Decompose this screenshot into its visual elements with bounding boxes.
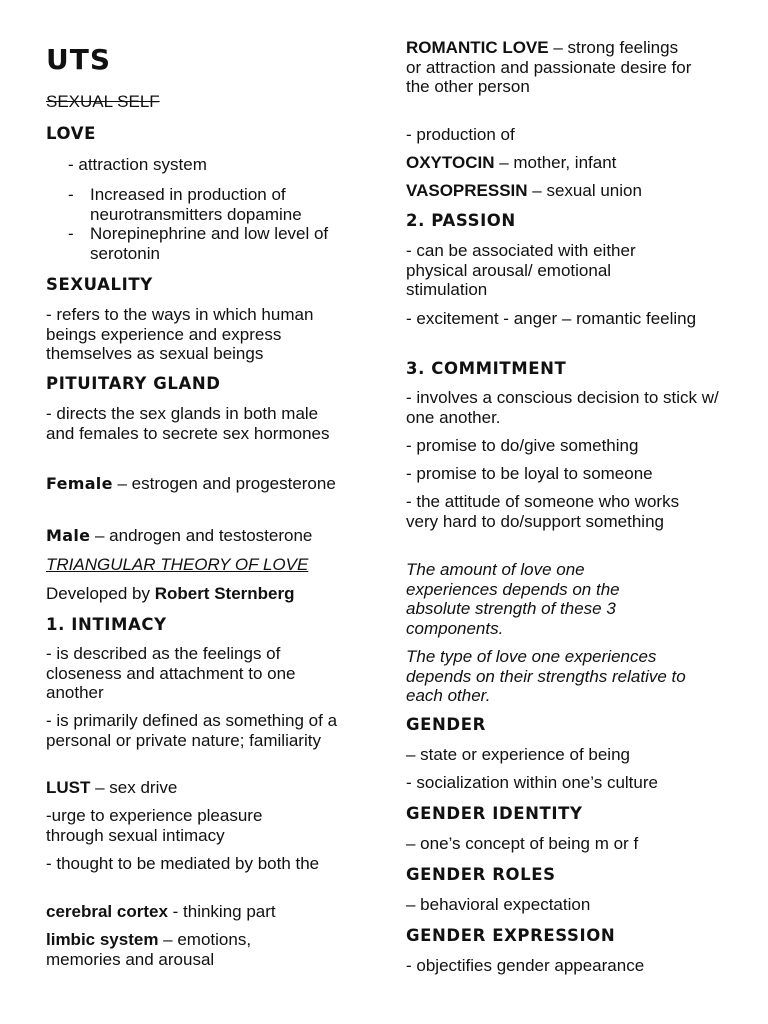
intimacy-text-2: - is primarily defined as something of a personal or private nature; familiarity bbox=[46, 711, 338, 750]
production-text: - production of bbox=[406, 125, 515, 144]
female-text: – estrogen and progesterone bbox=[112, 474, 336, 493]
oxytocin-label: OXYTOCIN bbox=[406, 153, 495, 172]
gender-text-2: - socialization within one’s culture bbox=[406, 773, 658, 792]
heading-triangular-theory: TRIANGULAR THEORY OF LOVE bbox=[46, 555, 309, 574]
gender-expression-text: - objectifies gender appearance bbox=[406, 956, 645, 975]
heading-pituitary-gland: PITUITARY GLAND bbox=[46, 374, 221, 393]
romantic-love-label: ROMANTIC LOVE bbox=[406, 38, 549, 57]
female-label: Female bbox=[46, 474, 113, 493]
male-entry bbox=[46, 526, 376, 546]
male-text: – androgen and testosterone bbox=[90, 526, 313, 545]
male-label: Male bbox=[46, 526, 91, 545]
document-title: UTS bbox=[46, 43, 112, 76]
mediated-text: - thought to be mediated by both the bbox=[46, 854, 320, 873]
gender-identity-text: – one’s concept of being m or f bbox=[406, 834, 639, 853]
commitment-text-4: - the attitude of someone who works very hard to do/support something bbox=[406, 492, 680, 531]
limbic-entry bbox=[46, 930, 316, 969]
cortex-label: cerebral cortex bbox=[46, 902, 168, 921]
passion-text-1: - can be associated with either physical arousal/ emotional stimulation bbox=[406, 241, 636, 299]
love-item-2-text: Increased in production of neurotransmitters dopamine bbox=[90, 185, 302, 224]
heading-gender: GENDER bbox=[406, 715, 486, 734]
developer-name: Robert Sternberg bbox=[154, 584, 295, 603]
limbic-label: limbic system bbox=[46, 930, 159, 949]
cortex-entry bbox=[46, 902, 366, 922]
heading-passion: 2. PASSION bbox=[406, 211, 516, 230]
vasopressin-text: – sexual union bbox=[527, 181, 642, 200]
passion-text-2: - excitement - anger – romantic feeling bbox=[406, 309, 697, 328]
bullet-dash: - bbox=[68, 224, 74, 243]
italic-note-1: The amount of love one experiences depends on the absolute strength of these 3 components. bbox=[406, 560, 620, 638]
heading-commitment: 3. COMMITMENT bbox=[406, 359, 567, 378]
sexuality-text: - refers to the ways in which human beings experience and express themselves as sexual beings bbox=[46, 305, 314, 363]
oxytocin-entry bbox=[406, 153, 736, 173]
subtitle: SEXUAL SELF bbox=[46, 92, 160, 111]
heading-sexuality: SEXUALITY bbox=[46, 275, 153, 294]
gender-roles-text: – behavioral expectation bbox=[406, 895, 591, 914]
urge-text: -urge to experience pleasure through sexual intimacy bbox=[46, 806, 263, 845]
bullet-dash: - bbox=[68, 185, 74, 204]
commitment-text-1: - involves a conscious decision to stick w/ one another. bbox=[406, 388, 719, 427]
heading-gender-identity: GENDER IDENTITY bbox=[406, 804, 583, 823]
gender-text-1: – state or experience of being bbox=[406, 745, 630, 764]
love-item-3-text: Norepinephrine and low level of serotonin bbox=[90, 224, 329, 263]
limbic-text: – emotions, memories and arousal bbox=[46, 930, 252, 969]
developed-prefix: Developed by bbox=[46, 584, 155, 603]
heading-gender-expression: GENDER EXPRESSION bbox=[406, 926, 616, 945]
developed-by bbox=[46, 584, 376, 604]
italic-note-2: The type of love one experiences depends on their strengths relative to each other. bbox=[406, 647, 686, 705]
vasopressin-entry bbox=[406, 181, 736, 201]
oxytocin-text: – mother, infant bbox=[494, 153, 617, 172]
heading-intimacy: 1. INTIMACY bbox=[46, 615, 167, 634]
lust-text: – sex drive bbox=[90, 778, 178, 797]
intimacy-text-1: - is described as the feelings of closeness and attachment to one another bbox=[46, 644, 296, 702]
female-entry bbox=[46, 474, 346, 494]
commitment-text-2: - promise to do/give something bbox=[406, 436, 639, 455]
heading-gender-roles: GENDER ROLES bbox=[406, 865, 556, 884]
pituitary-text: - directs the sex glands in both male and females to secrete sex hormones bbox=[46, 404, 330, 443]
love-item-1: - attraction system bbox=[68, 155, 207, 174]
commitment-text-3: - promise to be loyal to someone bbox=[406, 464, 653, 483]
romantic-love-entry bbox=[406, 38, 696, 97]
vasopressin-label: VASOPRESSIN bbox=[406, 181, 528, 200]
cortex-text: - thinking part bbox=[167, 902, 276, 921]
romantic-love-text: – strong feelings or attraction and passionate desire for the other person bbox=[406, 38, 692, 96]
lust-entry bbox=[46, 778, 346, 798]
heading-love: LOVE bbox=[46, 124, 96, 143]
lust-label: LUST bbox=[46, 778, 91, 797]
